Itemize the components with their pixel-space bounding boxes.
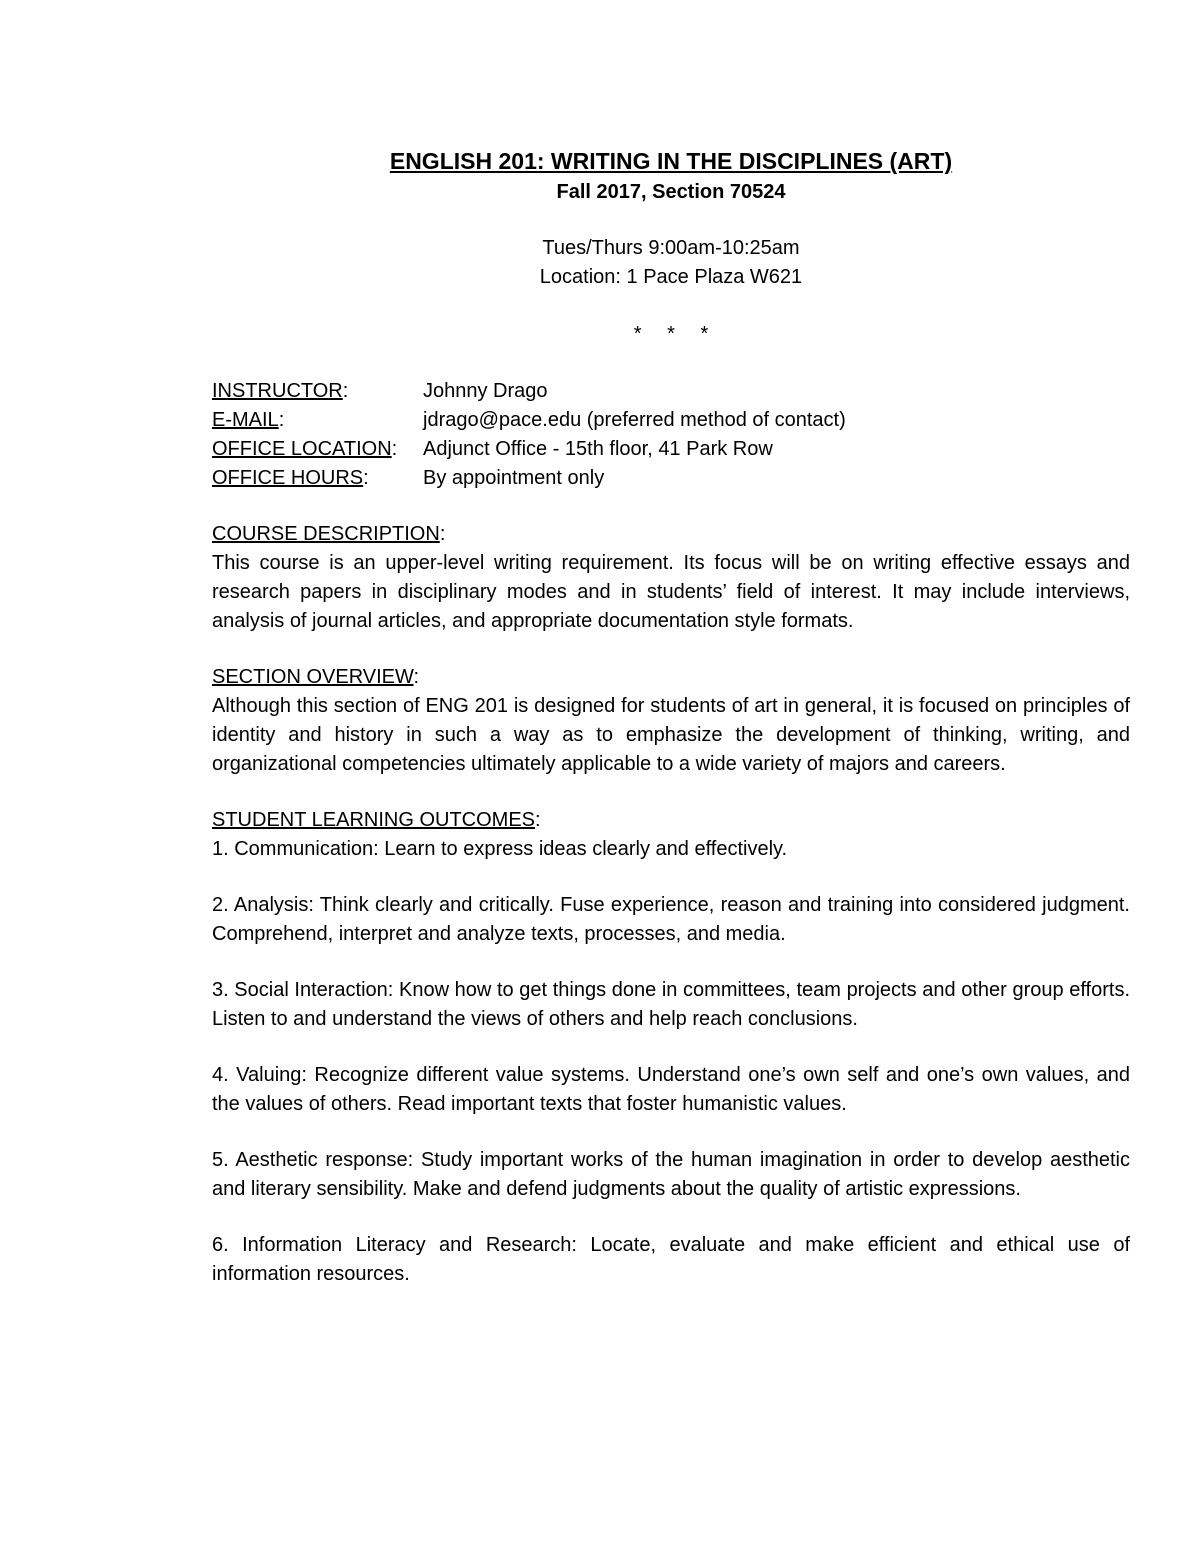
outcome-item: 2. Analysis: Think clearly and critically. Fuse experience, reason and training into considered judgment. Comprehend, interpret and analyze texts, processes, and media. — [212, 894, 1130, 945]
course-schedule: Tues/Thurs 9:00am-10:25am — [542, 237, 800, 259]
course-description-heading: COURSE DESCRIPTION: — [212, 523, 446, 545]
outcomes-heading: STUDENT LEARNING OUTCOMES: — [212, 809, 541, 831]
email-value: jdrago@pace.edu (preferred method of contact) — [423, 409, 846, 431]
outcome-item: 4. Valuing: Recognize different value systems. Understand one’s own self and one’s own values, and the values of others. Read important texts that foster humanistic values. — [212, 1064, 1130, 1115]
email-label: E-MAIL — [212, 409, 279, 431]
syllabus-page — [212, 144, 1130, 1289]
outcome-item: 1. Communication: Learn to express ideas clearly and effectively. — [212, 838, 788, 860]
section-overview-heading: SECTION OVERVIEW: — [212, 666, 420, 688]
instructor-label: INSTRUCTOR — [212, 380, 343, 402]
office-location-value: Adjunct Office - 15th floor, 41 Park Row — [423, 438, 773, 460]
section-overview-text: Although this section of ENG 201 is designed for students of art in general, it is focused on principles of identity and history in such a way as to emphasize the development of thinking, writing, and organizational competencies ultimately applicable to a wide variety of majors and careers. — [212, 695, 1130, 775]
outcome-item: 5. Aesthetic response: Study important works of the human imagination in order to develop aesthetic and literary sensibility. Make and defend judgments about the quality of artistic expressions. — [212, 1149, 1130, 1200]
instructor-info — [212, 377, 1130, 493]
course-term: Fall 2017, Section 70524 — [556, 181, 786, 203]
info-row-office-location: OFFICE LOCATION: Adjunct Office - 15th floor, 41 Park Row — [212, 435, 1130, 464]
office-hours-label: OFFICE HOURS — [212, 467, 364, 489]
info-row-office-hours: OFFICE HOURS: By appointment only — [212, 464, 1130, 493]
info-row-instructor: INSTRUCTOR: Johnny Drago — [212, 377, 1130, 406]
info-row-email: E-MAIL: jdrago@pace.edu (preferred method of contact) — [212, 406, 1130, 435]
section-separator: * * * — [633, 323, 719, 345]
office-location-label: OFFICE LOCATION — [212, 438, 392, 460]
outcome-item: 3. Social Interaction: Know how to get things done in committees, team projects and other group efforts. Listen to and understand the views of others and help reach conclusions. — [212, 979, 1130, 1030]
outcome-item: 6. Information Literacy and Research: Locate, evaluate and make efficient and ethical use of information resources. — [212, 1234, 1130, 1285]
office-hours-value: By appointment only — [423, 467, 605, 489]
course-description-text: This course is an upper-level writing requirement. Its focus will be on writing effective essays and research papers in disciplinary modes and in students’ field of interest. It may include interviews, analysis of journal articles, and appropriate documentation style formats. — [212, 552, 1130, 632]
instructor-name: Johnny Drago — [423, 380, 548, 402]
course-title: ENGLISH 201: WRITING IN THE DISCIPLINES (ART) — [389, 148, 953, 174]
course-location: Location: 1 Pace Plaza W621 — [539, 266, 803, 288]
